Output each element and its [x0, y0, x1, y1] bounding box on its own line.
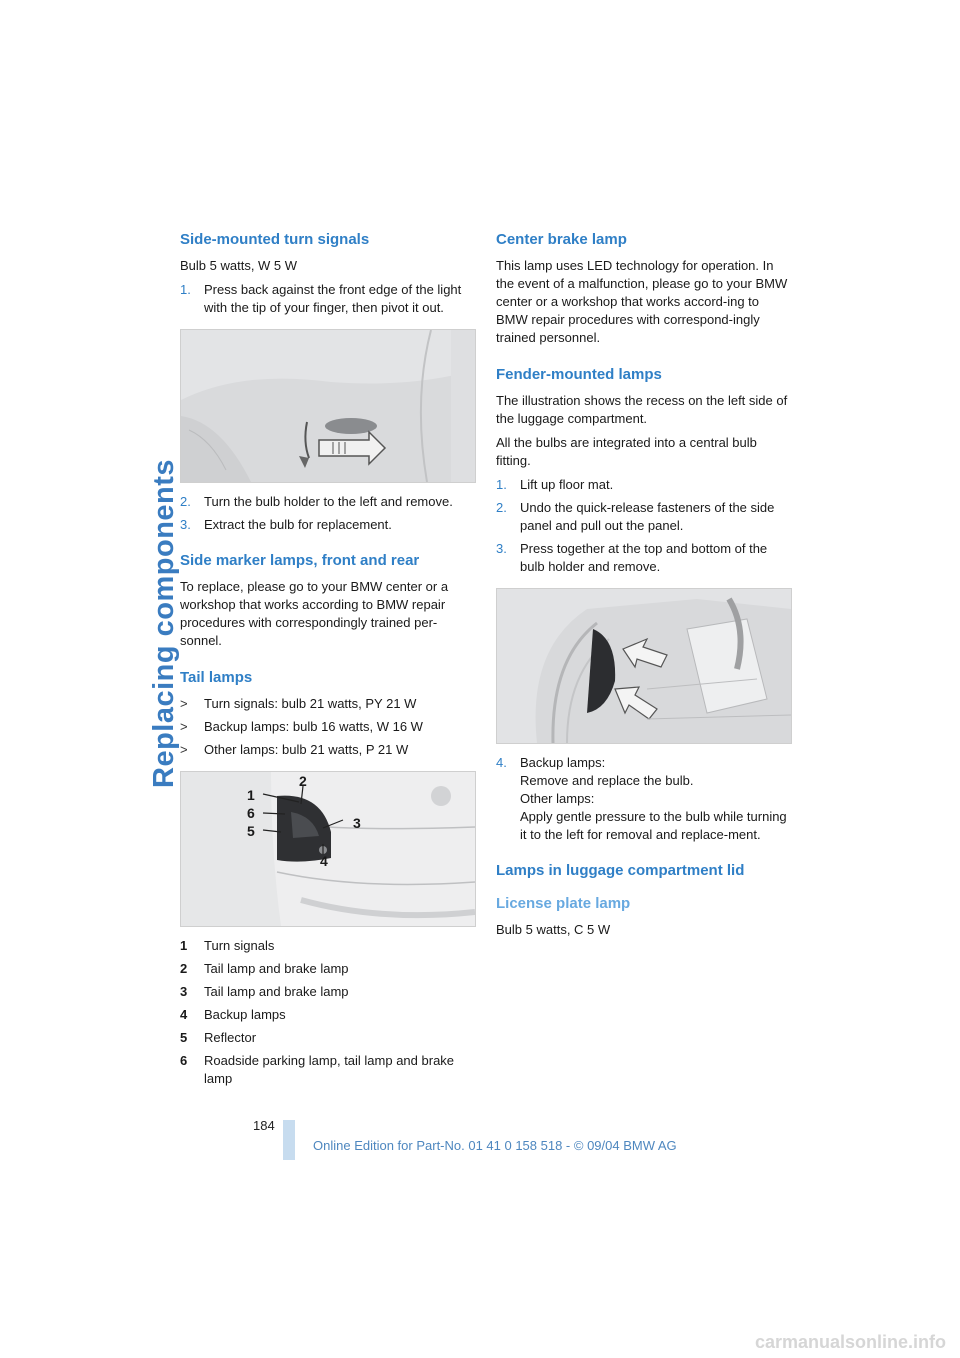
fender-text-1: The illustration shows the recess on the left side of the luggage compartment. — [496, 393, 788, 426]
fender-step-3: 3. Press together at the top and bottom of the bulb holder and remove. — [496, 541, 768, 574]
heading-center-brake-lamp: Center brake lamp — [496, 231, 627, 248]
heading-side-turn-signals: Side-mounted turn signals — [180, 231, 370, 248]
legend-item-3: 3 Tail lamp and brake lamp — [180, 984, 349, 999]
callout-2: 2 — [299, 773, 307, 789]
heading-fender-mounted-lamps: Fender-mounted lamps — [496, 366, 662, 383]
turn-signal-step-1: 1. Press back against the front edge of the light with the tip of your finger, then pivot it out. — [180, 282, 462, 315]
legend-item-2: 2 Tail lamp and brake lamp — [180, 961, 349, 976]
callout-3: 3 — [353, 815, 361, 831]
legend-item-1: 1 Turn signals — [180, 938, 275, 953]
chapter-title-text: Replacing components — [148, 458, 180, 788]
marker-lamps-text: To replace, please go to your BMW center or a workshop that works according to BMW repair procedures with correspondingly trained per-sonnel. — [180, 579, 449, 648]
tail-bullet-1: > Turn signals: bulb 21 watts, PY 21 W — [180, 696, 417, 711]
turn-signal-step-2: 2. Turn the bulb holder to the left and remove. — [180, 494, 453, 509]
legend-item-6: 6 Roadside parking lamp, tail lamp and brake lamp — [180, 1053, 455, 1086]
tail-bullet-3: > Other lamps: bulb 21 watts, P 21 W — [180, 742, 409, 757]
fender-step-2: 2. Undo the quick-release fasteners of the side panel and pull out the panel. — [496, 500, 775, 533]
fender-text-2: All the bulbs are integrated into a central bulb fitting. — [496, 435, 757, 468]
page-number: 184 — [253, 1118, 275, 1133]
callout-5: 5 — [247, 823, 255, 839]
callout-6: 6 — [247, 805, 255, 821]
tail-bullet-2: > Backup lamps: bulb 16 watts, W 16 W — [180, 719, 423, 734]
fender-step-1: 1. Lift up floor mat. — [496, 477, 614, 492]
fender-step-4: 4. Backup lamps: Remove and replace the bulb. Other lamps: Apply gentle pressure to the bulb while turning it to the left for removal and replace-ment. — [496, 755, 787, 842]
heading-tail-lamps: Tail lamps — [180, 669, 253, 686]
figure-tail-lamps — [180, 771, 476, 927]
callout-4: 4 — [320, 853, 328, 869]
heading-license-plate-lamp: License plate lamp — [496, 895, 631, 912]
turn-signal-bulb-spec: Bulb 5 watts, W 5 W — [180, 258, 298, 273]
legend-item-4: 4 Backup lamps — [180, 1007, 286, 1022]
license-plate-bulb-spec: Bulb 5 watts, C 5 W — [496, 922, 611, 937]
callout-1: 1 — [247, 787, 255, 803]
figure-fender-lamps — [496, 588, 792, 744]
center-brake-lamp-text: This lamp uses LED technology for operation. In the event of a malfunction, please go to your BMW center or a workshop that works accord-ing to BMW repair procedures with correspond-ingly trained personnel. — [496, 258, 788, 345]
turn-signal-step-3: 3. Extract the bulb for replacement. — [180, 517, 392, 532]
footer-accent-bar — [283, 1120, 295, 1160]
left-column — [180, 230, 476, 1093]
heading-luggage-lid-lamps: Lamps in luggage compartment lid — [496, 862, 745, 879]
figure-turn-signal — [180, 329, 476, 483]
legend-item-5: 5 Reflector — [180, 1030, 257, 1045]
right-column — [496, 230, 792, 945]
footer-edition-text: Online Edition for Part-No. 01 41 0 158 518 - © 09/04 BMW AG — [313, 1138, 677, 1153]
watermark: carmanualsonline.info — [754, 1332, 946, 1352]
heading-side-marker-lamps: Side marker lamps, front and rear — [180, 552, 420, 569]
side-chapter-title — [0, 228, 180, 788]
